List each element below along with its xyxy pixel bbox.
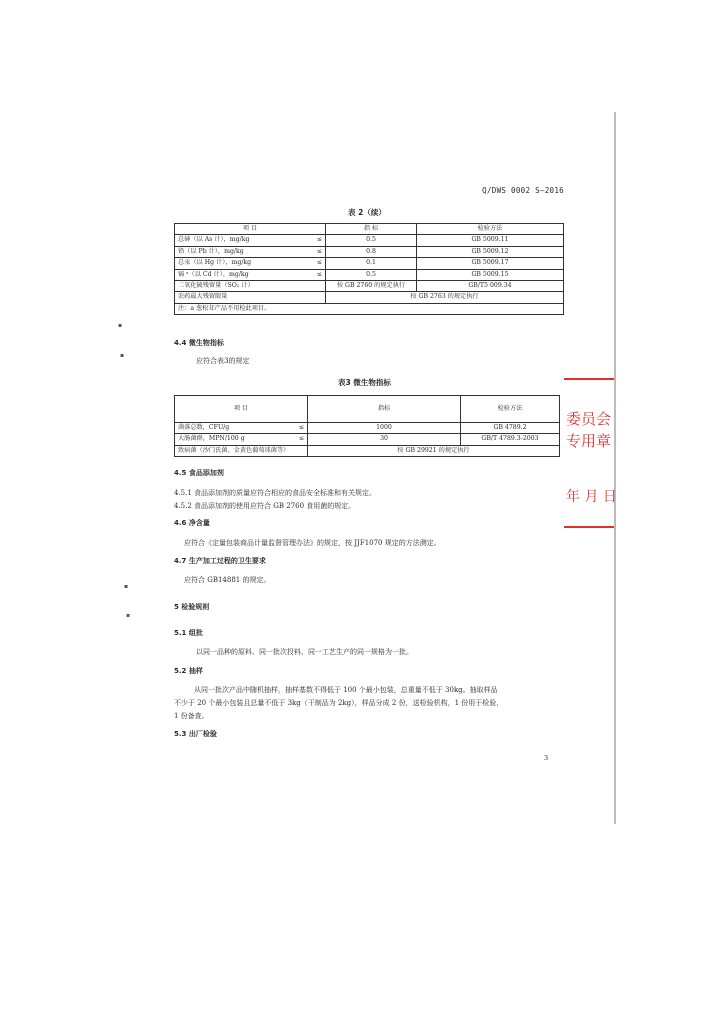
table-cell: ≤ <box>291 423 308 434</box>
table3-caption: 表3 微生物指标 <box>338 378 391 387</box>
table-note: 注：a 葱松茸产品不用检此项目。 <box>175 303 564 314</box>
table3-header <box>175 396 560 423</box>
table-cell: 致病菌（沙门氏菌、金黄色葡萄球菌等） <box>175 445 308 456</box>
table-cell: 按 GB 2760 的规定执行 <box>326 281 417 292</box>
table3-col-value: 指标 <box>308 396 461 423</box>
official-seal <box>564 378 617 528</box>
table-cell: GB 5009.12 <box>417 246 564 257</box>
table-cell: 大肠菌群，MPN/100 g <box>175 434 292 445</box>
section-5-2-line2: 不少于 20 个最小包装且总量不低于 3kg（干制品为 2kg），样品分成 2 份，送检验机构，1 份用于检验， <box>174 699 504 707</box>
table-cell: 菌落总数，CFU/g <box>175 423 292 434</box>
table2 <box>174 223 564 315</box>
table-cell: ≤ <box>309 258 326 269</box>
table-cell: GB/T 4789.3-2003 <box>461 434 560 445</box>
table-cell: GB/T5 009.34 <box>417 281 564 292</box>
table-row <box>175 258 564 269</box>
seal-text-line1: 委员会 <box>566 410 612 428</box>
table-cell: ≤ <box>309 269 326 280</box>
table-cell: ≤ <box>309 246 326 257</box>
table3 <box>174 395 560 457</box>
seal-text-line2: 专用章 <box>566 432 612 450</box>
section-4-7-text: 应符合 GB14881 的规定。 <box>184 576 271 584</box>
table-cell: 农药最大残留限量 <box>175 292 326 303</box>
section-5-1-heading: 5.1 组批 <box>174 629 203 637</box>
table-cell: 30 <box>308 434 461 445</box>
page-number: 3 <box>544 754 549 762</box>
section-4-5-1-text: 4.5.1 食品添加剂的质量应符合相应的食品安全标准和有关规定。 <box>174 489 377 497</box>
scan-speck: ▪ <box>126 612 131 619</box>
table-row <box>175 281 564 292</box>
document-code: Q/DWS 0002 S—2016 <box>482 186 564 195</box>
table-row <box>175 235 564 246</box>
scan-speck: ▪ <box>120 352 125 359</box>
table-cell: 0.8 <box>326 246 417 257</box>
table-cell: 0.5 <box>326 235 417 246</box>
section-4-5-heading: 4.5 食品添加剂 <box>174 469 224 477</box>
table2-col-value: 指 标 <box>326 224 417 235</box>
table-row <box>175 434 560 445</box>
table-row <box>175 445 560 456</box>
table-cell: GB 5009.15 <box>417 269 564 280</box>
section-5-heading: 5 检验规则 <box>174 603 210 611</box>
table-cell: ≤ <box>309 235 326 246</box>
section-5-2-heading: 5.2 抽样 <box>174 667 203 675</box>
table-cell: GB 4789.2 <box>461 423 560 434</box>
section-4-4-heading: 4.4 微生物指标 <box>174 339 224 347</box>
table-cell: 二氧化硫残留量（SO₂ 计） <box>175 281 326 292</box>
table-cell: 铅（以 Pb 计），mg/kg <box>175 246 310 257</box>
table3-col-method: 检验方法 <box>461 396 560 423</box>
section-5-2-line3: 1 份备查。 <box>174 712 209 720</box>
table-cell: 总砷（以 As 计），mg/kg <box>175 235 310 246</box>
table-row <box>175 269 564 280</box>
seal-date: 年 月 日 <box>566 489 617 505</box>
table-row <box>175 246 564 257</box>
scan-speck: ▪ <box>124 583 129 590</box>
table-cell: 0.5 <box>326 269 417 280</box>
table-cell: 1000 <box>308 423 461 434</box>
section-4-6-heading: 4.6 净含量 <box>174 519 210 527</box>
section-5-3-heading: 5.3 出厂检验 <box>174 730 217 738</box>
table-cell: 按 GB 2763 的规定执行 <box>326 292 564 303</box>
table2-caption: 表 2（续） <box>348 208 386 217</box>
table-row <box>175 292 564 303</box>
section-5-1-text: 以同一品种的原料、同一批次投料、同一工艺生产的同一规格为一批。 <box>196 648 413 656</box>
table2-header <box>175 224 564 235</box>
document-page <box>108 112 616 824</box>
table3-col-item: 项 目 <box>175 396 308 423</box>
table2-col-item: 项 目 <box>175 224 326 235</box>
table2-col-method: 检验方法 <box>417 224 564 235</box>
scan-speck: ▪ <box>118 322 123 329</box>
table-row <box>175 423 560 434</box>
table-cell: ≤ <box>291 434 308 445</box>
table-cell: GB 5009.11 <box>417 235 564 246</box>
section-4-5-2-text: 4.5.2 食品添加剂的使用应符合 GB 2760 食用菌的规定。 <box>174 502 356 510</box>
table-cell: GB 5009.17 <box>417 258 564 269</box>
table-note-row <box>175 303 564 314</box>
table-cell: 按 GB 29921 的规定执行 <box>308 445 560 456</box>
table-cell: 总汞（以 Hg 计），mg/kg <box>175 258 310 269</box>
section-4-6-text: 应符合《定量包装商品计量监督管理办法》的规定，按 JJF1070 规定的方法测定。 <box>184 539 441 547</box>
section-4-7-heading: 4.7 生产加工过程的卫生要求 <box>174 557 266 565</box>
section-5-2-line1: 从同一批次产品中随机抽样，抽样基数不得低于 100 个最小包装，总重量不低于 30kg。抽取样品 <box>194 686 498 694</box>
table-cell: 0.1 <box>326 258 417 269</box>
table-cell: 镉 ᵃ（以 Cd 计），mg/kg <box>175 269 310 280</box>
section-4-4-text: 应符合表3的规定 <box>196 357 250 365</box>
